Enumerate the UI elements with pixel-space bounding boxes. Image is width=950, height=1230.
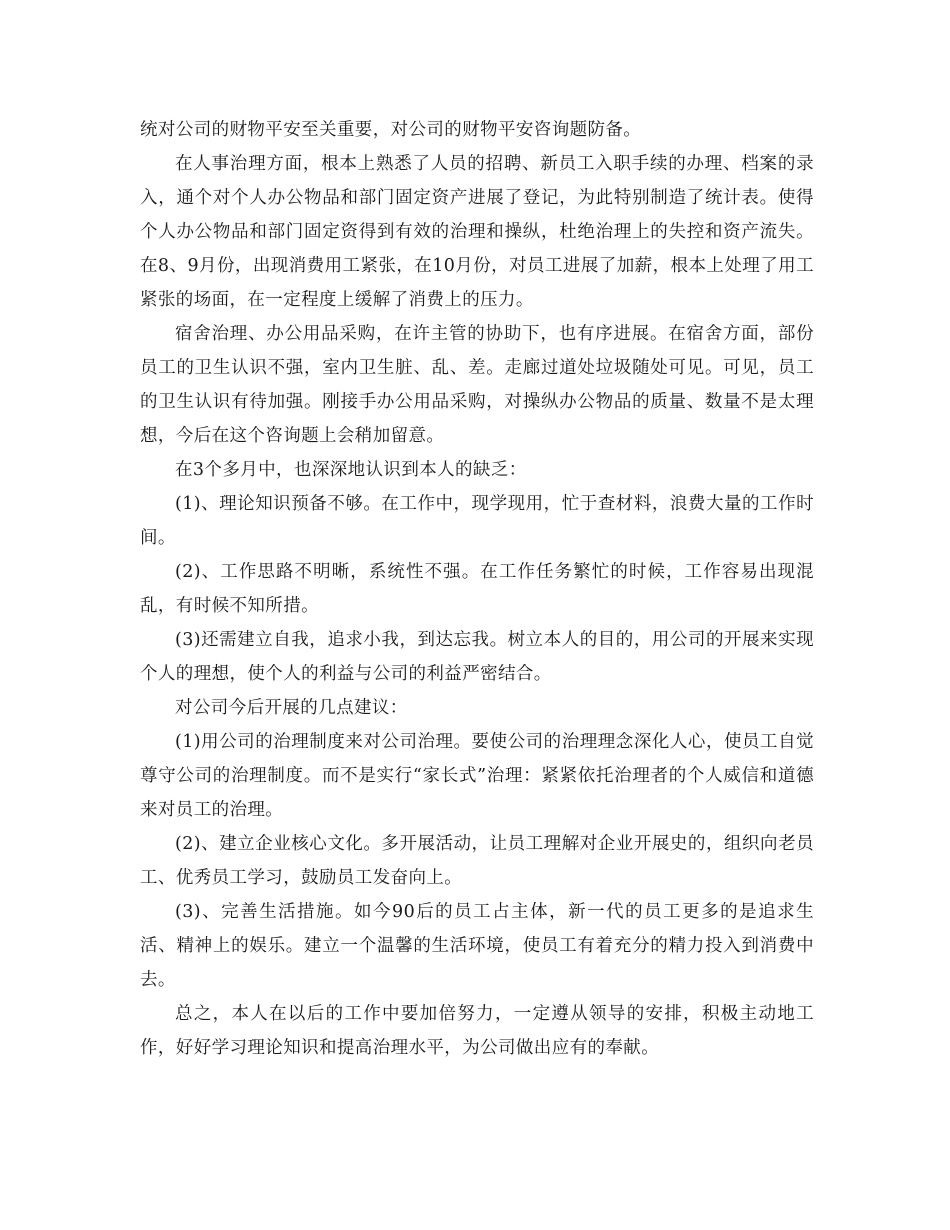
paragraph-continuation: 统对公司的财物平安至关重要，对公司的财物平安咨询题防备。 — [140, 120, 642, 140]
paragraph-conclusion: 总之，本人在以后的工作中要加倍努力，一定遵从领导的安排，积极主动地工作，好好学习理论知识和提高治理水平，为公司做出应有的奉献。 — [140, 1004, 814, 1058]
paragraph-suggestion-1: (1)用公司的治理制度来对公司治理。要使公司的治理理念深化人心，使员工自觉尊守公司的治理制度。而不是实行“家长式”治理：紧紧依托治理者的个人威信和道德来对员工的治理。 — [140, 732, 814, 820]
document-body — [140, 113, 814, 1065]
paragraph-suggestions-intro: 对公司今后开展的几点建议： — [175, 698, 408, 718]
paragraph-dormitory-procurement: 宿舍治理、办公用品采购，在许主管的协助下，也有序进展。在宿舍方面，部份员工的卫生认识不强，室内卫生脏、乱、差。走廊过道处垃圾随处可见。可见，员工的卫生认识有待加强。刚接手办公用品采购，对操纵办公物品的质量、数量不是太理想，今后在这个咨询题上会稍加留意。 — [140, 324, 814, 446]
paragraph-shortcoming-1: (1)、理论知识预备不够。在工作中，现学现用，忙于查材料，浪费大量的工作时间。 — [140, 494, 814, 548]
paragraph-suggestion-2: (2)、建立企业核心文化。多开展活动，让员工理解对企业开展史的，组织向老员工、优秀员工学习，鼓励员工发奋向上。 — [140, 834, 814, 888]
paragraph-personnel-management: 在人事治理方面，根本上熟悉了人员的招聘、新员工入职手续的办理、档案的录入，通个对个人办公物品和部门固定资产进展了登记，为此特别制造了统计表。使得个人办公物品和部门固定资得到有效的治理和操纵，杜绝治理上的失控和资产流失。在8、9月份，出现消费用工紧张，在10月份，对员工进展了加薪，根本上处理了用工紧张的场面，在一定程度上缓解了消费上的压力。 — [140, 154, 814, 310]
paragraph-shortcomings-intro: 在3个多月中，也深深地认识到本人的缺乏： — [175, 460, 527, 480]
paragraph-shortcoming-3: (3)还需建立自我，追求小我，到达忘我。树立本人的目的，用公司的开展来实现个人的理想，使个人的利益与公司的利益严密结合。 — [140, 630, 814, 684]
paragraph-shortcoming-2: (2)、工作思路不明晰，系统性不强。在工作任务繁忙的时候，工作容易出现混乱，有时候不知所措。 — [140, 562, 814, 616]
paragraph-suggestion-3: (3)、完善生活措施。如今90后的员工占主体，新一代的员工更多的是追求生活、精神上的娱乐。建立一个温馨的生活环境，使员工有着充分的精力投入到消费中去。 — [140, 902, 814, 990]
